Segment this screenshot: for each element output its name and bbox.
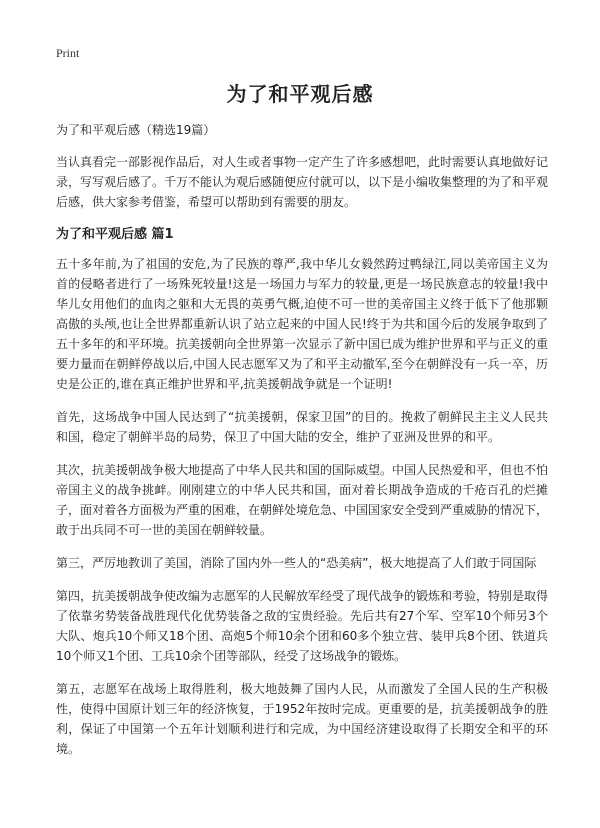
body-paragraph: 五十多年前,为了祖国的安危,为了民族的尊严,我中华儿女毅然跨过鸭绿江,同以美帝国主义为首的侵略者进行了一场殊死较量!这是一场国力与军力的较量,更是一场民族意志的较量!我中华儿女用他们的血肉之躯和大无畏的英勇气概,迫使不可一世的美帝国主义终于低下了他那颗高傲的头颅,也让全世界都重新认识了站立起来的中国人民!终于为共和国今后的发展争取到了五十多年的和平环境。抗美援朝向全世界第一次显示了新中国已成为维护世界和平与正义的重要力量而在朝鲜停战以后,中国人民志愿军又为了和平主动撤军,至今在朝鲜没有一兵一卒，历史是公正的,谁在真正维护世界和平,抗美援朝战争就是一个证明! xyxy=(56,257,549,391)
body-paragraph: 第三，严厉地教训了美国，消除了国内外一些人的“恐美病”，极大地提高了人们敢于同国际 xyxy=(56,556,537,570)
article-body xyxy=(56,120,548,772)
body-paragraph: 第五，志愿军在战场上取得胜利，极大地鼓舞了国内人民，从而激发了全国人民的生产积极性，使得中国原计划三年的经济恢复，于1952年按时完成。更重要的是，抗美援朝战争的胜利，保证了中国第一个五年计划顺利进行和完成，为中国经济建设取得了长期安全和平的环境。 xyxy=(56,682,548,756)
article-subtitle: 为了和平观后感（精选19篇） xyxy=(56,123,216,137)
page-title: 为了和平观后感 xyxy=(226,82,374,106)
body-paragraph: 第四，抗美援朝战争使改编为志愿军的人民解放军经受了现代战争的锻炼和考验，特别是取得了依靠劣势装备战胜现代化优势装备之敌的宝贵经验。先后共有27个军、空军10个师另3个大队、炮兵10个师又18个团、高炮5个师10余个团和60多个独立营、装甲兵8个团、铁道兵10个师又1个团、工兵10余个团等部队，经受了这场战争的锻炼。 xyxy=(56,589,549,663)
print-link[interactable]: Print xyxy=(56,46,80,60)
body-paragraph: 首先，这场战争中国人民达到了“抗美援朝，保家卫国”的目的。挽救了朝鲜民主主义人民共和国，稳定了朝鲜半岛的局势，保卫了中国大陆的安全，维护了亚洲及世界的和平。 xyxy=(56,410,548,444)
section-heading: 为了和平观后感 篇1 xyxy=(56,227,174,242)
body-paragraph: 其次，抗美援朝战争极大地提高了中华人民共和国的国际威望。中国人民热爱和平，但也不怕帝国主义的战争挑衅。刚刚建立的中华人民共和国，面对着长期战争造成的千疮百孔的烂摊子，面对着各方面极为严重的困难，在朝鲜处境危急、中国国家安全受到严重威胁的情况下，敢于出兵同不可一世的美国在朝鲜较量。 xyxy=(56,463,549,537)
intro-paragraph: 当认真看完一部影视作品后，对人生或者事物一定产生了许多感想吧，此时需要认真地做好记录，写写观后感了。千万不能认为观后感随便应付就可以，以下是小编收集整理的为了和平观后感，供大家参考借鉴，希望可以帮助到有需要的朋友。 xyxy=(56,155,549,209)
